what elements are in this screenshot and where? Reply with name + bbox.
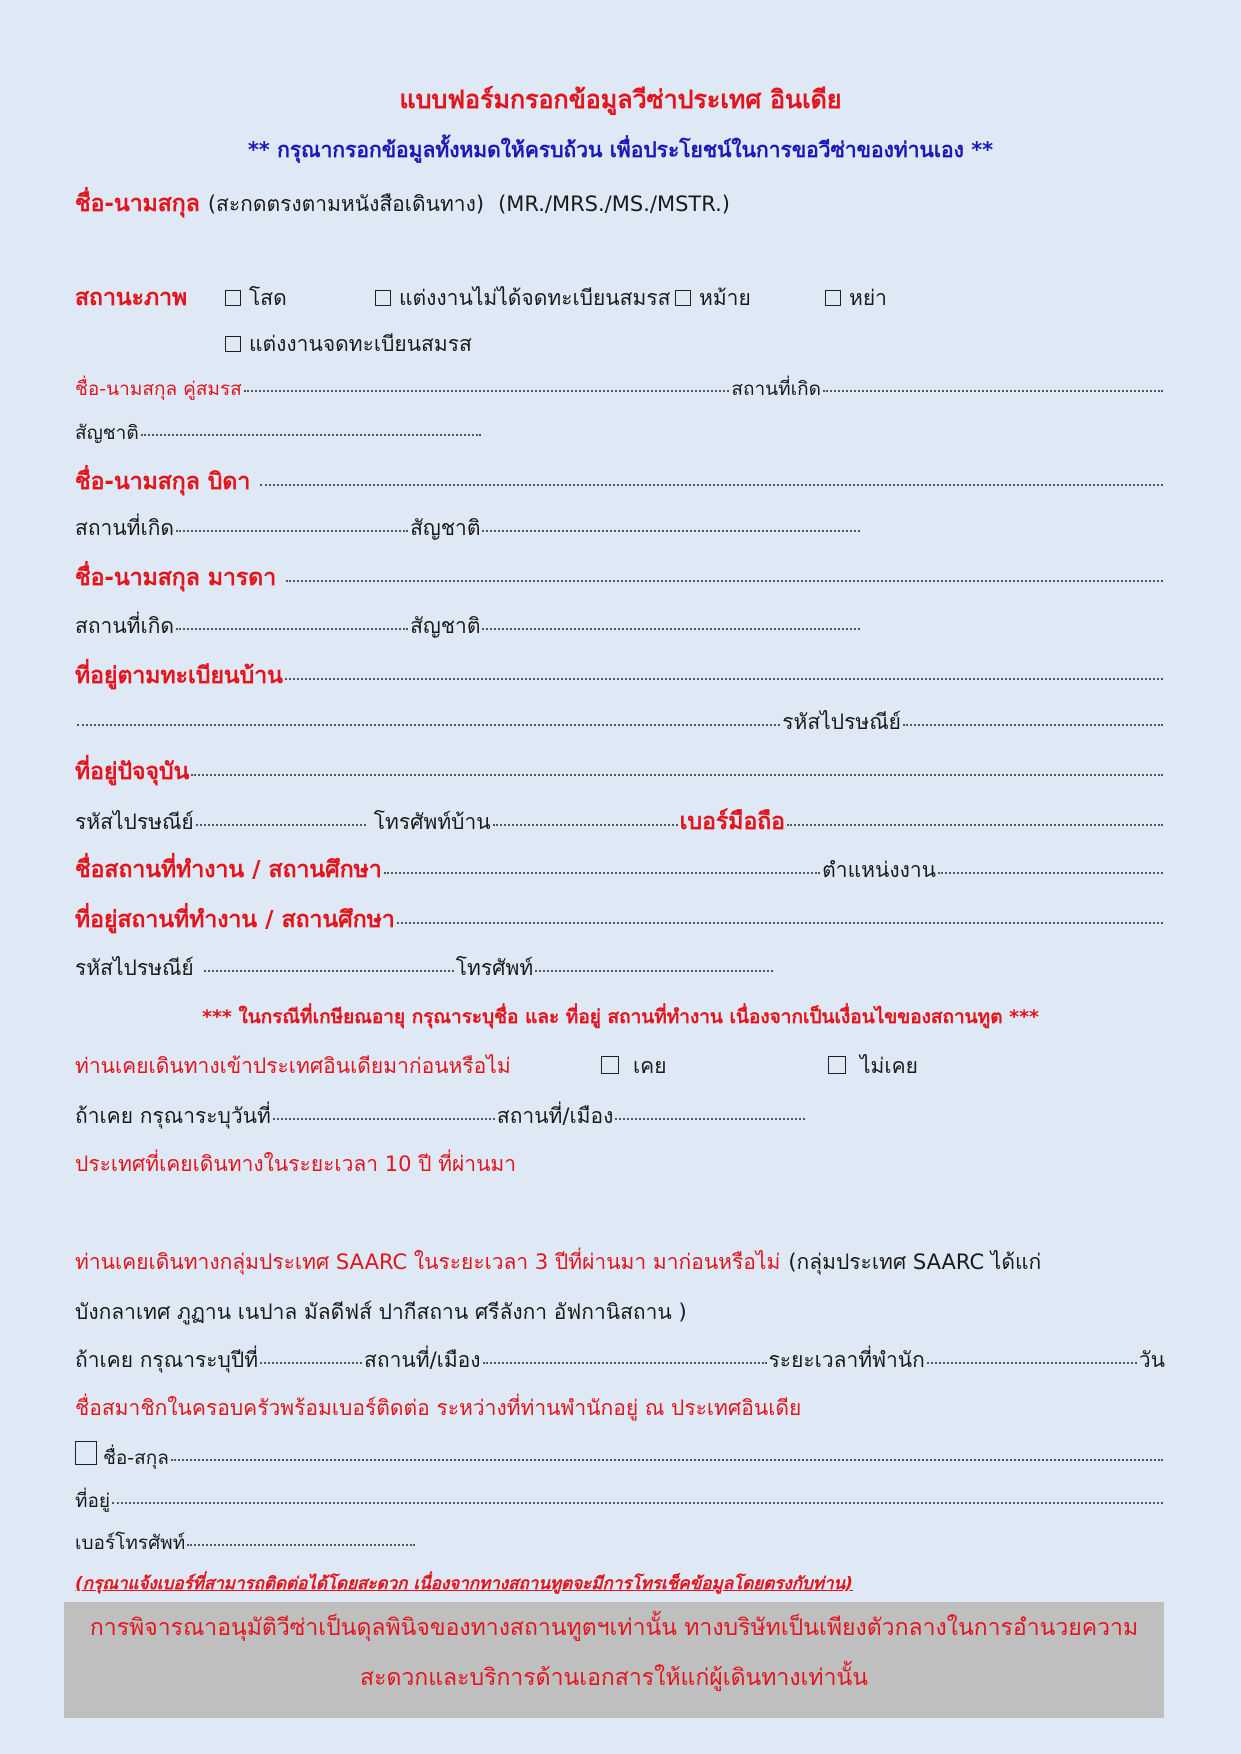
current-postcode-label: รหัสไปรษณีย์ (75, 810, 194, 834)
form-title-text: แบบฟอร์มกรอกข้อมูลวีซ่าประเทศ อินเดีย (399, 85, 842, 114)
current-contact-row (75, 804, 1165, 840)
family-address-line[interactable] (112, 1501, 1163, 1504)
india-visit-place-label: สถานที่/เมือง (496, 1104, 614, 1128)
form-subtitle-text: ** กรุณากรอกข้อมูลทั้งหมดให้ครบถ้วน เพื่อประโยชน์ในการขอวีซ่าของท่านเอง ** (247, 138, 994, 162)
mother-row (75, 560, 1165, 596)
family-phone-line[interactable] (187, 1543, 415, 1546)
checkbox-icon[interactable] (75, 1441, 97, 1465)
marital-option-single[interactable]: โสด (225, 282, 375, 315)
spouse-nationality-label: สัญชาติ (75, 422, 139, 444)
saarc-note-1: (กลุ่มประเทศ SAARC ได้แก่ (788, 1250, 1042, 1274)
spouse-row (75, 374, 1165, 404)
checkbox-icon[interactable] (225, 336, 241, 352)
countries-10y-row (75, 1148, 1165, 1181)
registered-address-row-2 (75, 706, 1165, 739)
marital-label: สถานะภาพ (75, 285, 188, 311)
position-line[interactable] (938, 871, 1163, 874)
spouse-name-label: ชื่อ-นามสกุล คู่สมรส (75, 378, 242, 400)
saarc-year-label: ถ้าเคย กรุณาระบุปีที่ (75, 1348, 259, 1372)
spouse-birthplace-label: สถานที่เกิด (731, 378, 821, 400)
family-phone-row (75, 1528, 1165, 1558)
india-visit-question: ท่านเคยเดินทางเข้าประเทศอินเดียมาก่อนหรือไม่ (75, 1054, 511, 1078)
mother-details-row (75, 610, 1165, 643)
form-subtitle (60, 134, 1181, 167)
family-name-row (75, 1440, 1165, 1473)
india-visit-date-line[interactable] (273, 1117, 495, 1120)
position-label: ตำแหน่งงาน (822, 858, 936, 882)
work-address-line[interactable] (397, 921, 1163, 924)
retired-note (60, 1002, 1181, 1032)
family-india-row (75, 1392, 1165, 1425)
saarc-place-label: สถานที่/เมือง (364, 1348, 481, 1372)
family-name-line[interactable] (171, 1458, 1163, 1461)
work-contact-row (75, 952, 1165, 985)
work-phone-line[interactable] (535, 969, 773, 972)
father-details-row (75, 512, 1165, 545)
countries-10y-line-row (75, 1200, 1165, 1203)
work-postcode-line[interactable] (204, 969, 454, 972)
saarc-year-line[interactable] (260, 1361, 362, 1364)
india-visit-details-row (75, 1100, 1165, 1133)
work-postcode-label: รหัสไปรษณีย์ (75, 956, 194, 980)
spouse-name-line[interactable] (244, 389, 730, 392)
mother-name-line[interactable] (286, 579, 1163, 582)
checkbox-icon[interactable] (225, 290, 241, 306)
india-visit-row (75, 1050, 1165, 1083)
registered-address-line-2[interactable] (77, 723, 780, 726)
registered-address-label: ที่อยู่ตามทะเบียนบ้าน (75, 663, 283, 689)
father-row (75, 464, 1165, 500)
family-address-row (75, 1486, 1165, 1516)
saarc-place-line[interactable] (483, 1361, 767, 1364)
checkbox-icon[interactable] (675, 290, 691, 306)
family-name-label: ชื่อ-สกุล (103, 1447, 169, 1469)
mother-nationality-line[interactable] (482, 627, 860, 630)
checkbox-icon[interactable] (601, 1056, 619, 1074)
father-birthplace-label: สถานที่เกิด (75, 516, 175, 540)
family-india-label: ชื่อสมาชิกในครอบครัวพร้อมเบอร์ติดต่อ ระหว่างที่ท่านพำนักอยู่ ณ ประเทศอินเดีย (75, 1396, 802, 1420)
marital-row (75, 280, 975, 316)
family-phone-label: เบอร์โทรศัพท์ (75, 1532, 186, 1554)
work-name-row (75, 852, 1165, 888)
current-address-line[interactable] (191, 773, 1163, 776)
saarc-note-2: บังกลาเทศ ภูฏาน เนปาล มัลดีฟส์ ปากีสถาน ศรีลังกา อัฟกานิสถาน ) (75, 1300, 687, 1324)
father-name-line[interactable] (260, 483, 1163, 486)
contact-note-row (75, 1570, 1165, 1597)
registered-address-line[interactable] (285, 677, 1163, 680)
name-label: ชื่อ-นามสกุล (75, 191, 200, 217)
spouse-birthplace-line[interactable] (823, 389, 1163, 392)
work-name-line[interactable] (384, 871, 820, 874)
mother-nationality-label: สัญชาติ (410, 614, 481, 638)
name-row (75, 186, 1165, 222)
retired-note-text: *** ในกรณีที่เกษียณอายุ กรุณาระบุชื่อ และ ที่อยู่ สถานที่ทำงาน เนื่องจากเป็นเงื่อนไขของสถานทูต *** (202, 1006, 1039, 1028)
name-line-row (75, 236, 1165, 239)
current-address-row (75, 754, 1165, 790)
work-phone-label: โทรศัพท์ (455, 956, 534, 980)
spouse-nationality-row (75, 418, 1165, 448)
father-nationality-line[interactable] (482, 529, 860, 532)
form-title (60, 80, 1181, 120)
work-name-label: ชื่อสถานที่ทำงาน / สถานศึกษา (75, 857, 382, 883)
current-postcode-line[interactable] (196, 823, 366, 826)
saarc-question: ท่านเคยเดินทางกลุ่มประเทศ SAARC ในระยะเวลา 3 ปีที่ผ่านมา มาก่อนหรือไม่ (75, 1250, 781, 1274)
work-address-row (75, 902, 1165, 938)
footer-line-1: การพิจารณาอนุมัติวีซ่าเป็นดุลพินิจของทางสถานทูตฯเท่านั้น ทางบริษัทเป็นเพียงตัวกลางในการอำนวยความ (89, 1615, 1139, 1641)
home-phone-line[interactable] (493, 823, 678, 826)
footer-line-2: สะดวกและบริการด้านเอกสารให้แก่ผู้เดินทางเท่านั้น (360, 1665, 868, 1691)
spouse-nationality-line[interactable] (141, 433, 481, 436)
mother-birthplace-line[interactable] (176, 627, 408, 630)
india-visit-yes-option[interactable]: เคย (601, 1050, 828, 1083)
mobile-line[interactable] (787, 823, 1163, 826)
mobile-label: เบอร์มือถือ (679, 809, 785, 835)
name-titles: (MR./MRS./MS./MSTR.) (498, 192, 730, 216)
saarc-note-row (75, 1296, 1165, 1329)
india-visit-date-label: ถ้าเคย กรุณาระบุวันที่ (75, 1104, 271, 1128)
saarc-days-label: วัน (1138, 1348, 1165, 1372)
contact-note: (กรุณาแจ้งเบอร์ที่สามารถติดต่อได้โดยสะดวก เนื่องจากทางสถานทูตจะมีการโทรเช็คข้อมูลโดยตรงกับท่าน) (75, 1574, 853, 1594)
checkbox-icon[interactable] (375, 290, 391, 306)
marital-row-2 (225, 328, 725, 361)
work-address-label: ที่อยู่สถานที่ทำงาน / สถานศึกษา (75, 907, 395, 933)
marital-option-unregistered[interactable]: แต่งงานไม่ได้จดทะเบียนสมรส (375, 282, 675, 315)
home-phone-label: โทรศัพท์บ้าน (373, 810, 491, 834)
registered-postcode-line[interactable] (903, 723, 1163, 726)
father-name-label: ชื่อ-นามสกุล บิดา (75, 469, 251, 495)
india-visit-no-option[interactable]: ไม่เคย (828, 1050, 918, 1083)
registered-postcode-label: รหัสไปรษณีย์ (782, 710, 901, 734)
father-nationality-label: สัญชาติ (410, 516, 481, 540)
saarc-details-row (75, 1344, 1165, 1377)
family-address-label: ที่อยู่ (75, 1490, 111, 1512)
checkbox-icon[interactable] (828, 1056, 846, 1074)
marital-option-widowed[interactable]: หม้าย (675, 282, 825, 315)
current-address-label: ที่อยู่ปัจจุบัน (75, 759, 190, 785)
marital-option-registered[interactable]: แต่งงานจดทะเบียนสมรส (225, 328, 472, 361)
marital-option-divorced[interactable]: หย่า (825, 282, 887, 315)
countries-10y-label: ประเทศที่เคยเดินทางในระยะเวลา 10 ปี ที่ผ่านมา (75, 1152, 517, 1176)
saarc-stay-label: ระยะเวลาที่พำนัก (768, 1348, 925, 1372)
india-visit-place-line[interactable] (615, 1117, 805, 1120)
mother-name-label: ชื่อ-นามสกุล มารดา (75, 565, 277, 591)
name-hint: (สะกดตรงตามหนังสือเดินทาง) (207, 192, 485, 216)
saarc-row (75, 1246, 1165, 1279)
mother-birthplace-label: สถานที่เกิด (75, 614, 175, 638)
registered-address-row (75, 658, 1165, 694)
saarc-stay-line[interactable] (927, 1361, 1137, 1364)
checkbox-icon[interactable] (825, 290, 841, 306)
father-birthplace-line[interactable] (176, 529, 408, 532)
